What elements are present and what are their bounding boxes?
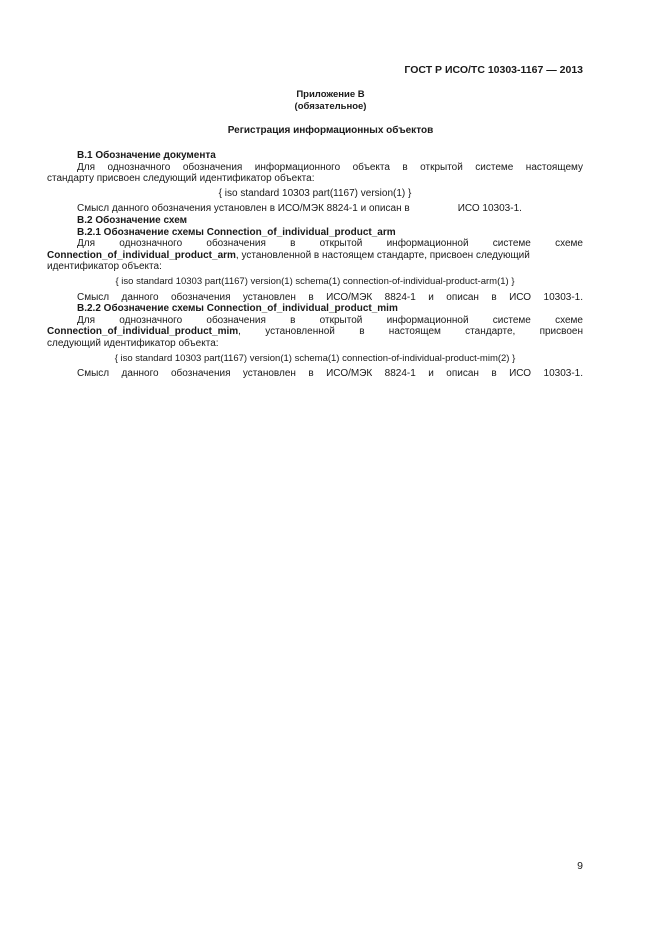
- section-b21-meaning: Смысл данного обозначения установлен в ИСО/МЭК 8824-1 и описан в ИСО 10303-1.: [77, 291, 583, 303]
- section-b22-heading: В.2.2 Обозначение схемы Connection_of_individual_product_mim: [77, 303, 398, 315]
- section-b22-para-line2: [47, 326, 583, 338]
- section-b1-meaning-part1: Смысл данного обозначения установлен в ИСО/МЭК 8824-1 и описан в: [77, 203, 410, 215]
- section-b22-schema-name: Connection_of_individual_product_mim: [47, 326, 239, 338]
- section-b2-heading: В.2 Обозначение схем: [77, 214, 188, 226]
- section-b1-meaning-part2: ИСО 10303-1.: [457, 203, 522, 215]
- document-id-header: ГОСТ Р ИСО/ТС 10303-1167 — 2013: [404, 64, 583, 76]
- section-b21-para-line2: [47, 250, 583, 262]
- section-b21-schema-name: Connection_of_individual_product_arm: [47, 249, 236, 261]
- section-b22-para-line2-rest: , установленной в настоящем стандарте, присвоен: [238, 326, 583, 338]
- appendix-title: Приложение В: [296, 89, 365, 100]
- section-b21-identifier: { iso standard 10303 part(1167) version(1) schema(1) connection-of-individual-product-arm(1) }: [115, 275, 515, 287]
- section-b21-heading: В.2.1 Обозначение схемы Connection_of_individual_product_arm: [77, 226, 396, 238]
- section-b22-identifier: { iso standard 10303 part(1167) version(1) schema(1) connection-of-individual-product-mim(2) }: [114, 352, 516, 364]
- appendix-heading: Регистрация информационных объектов: [227, 125, 434, 136]
- section-b22-para-line1: Для однозначного обозначения в открытой информационной системе схеме: [77, 314, 583, 326]
- section-b1-meaning: [47, 203, 583, 215]
- section-b21-para-line3: идентификатор объекта:: [47, 261, 162, 273]
- page-number: 9: [577, 860, 583, 872]
- section-b21-para-line2-rest: , установленной в настоящем стандарте, присвоен следующий: [235, 249, 530, 261]
- section-b1-para-line2: стандарту присвоен следующий идентификатор объекта:: [47, 173, 315, 185]
- section-b22-meaning: Смысл данного обозначения установлен в ИСО/МЭК 8824-1 и описан в ИСО 10303-1.: [77, 368, 583, 380]
- document-body: [47, 150, 583, 380]
- section-b21-para-line1: Для однозначного обозначения в открытой информационной системе схеме: [77, 238, 583, 250]
- section-b1-heading: В.1 Обозначение документа: [77, 150, 216, 161]
- section-b22-para-line3: следующий идентификатор объекта:: [47, 337, 219, 349]
- section-b1-identifier: { iso standard 10303 part(1167) version(1) }: [218, 187, 412, 199]
- section-b1-para-line1: Для однозначного обозначения информационного объекта в открытой системе настоящему: [77, 161, 583, 173]
- appendix-status: (обязательное): [294, 101, 367, 112]
